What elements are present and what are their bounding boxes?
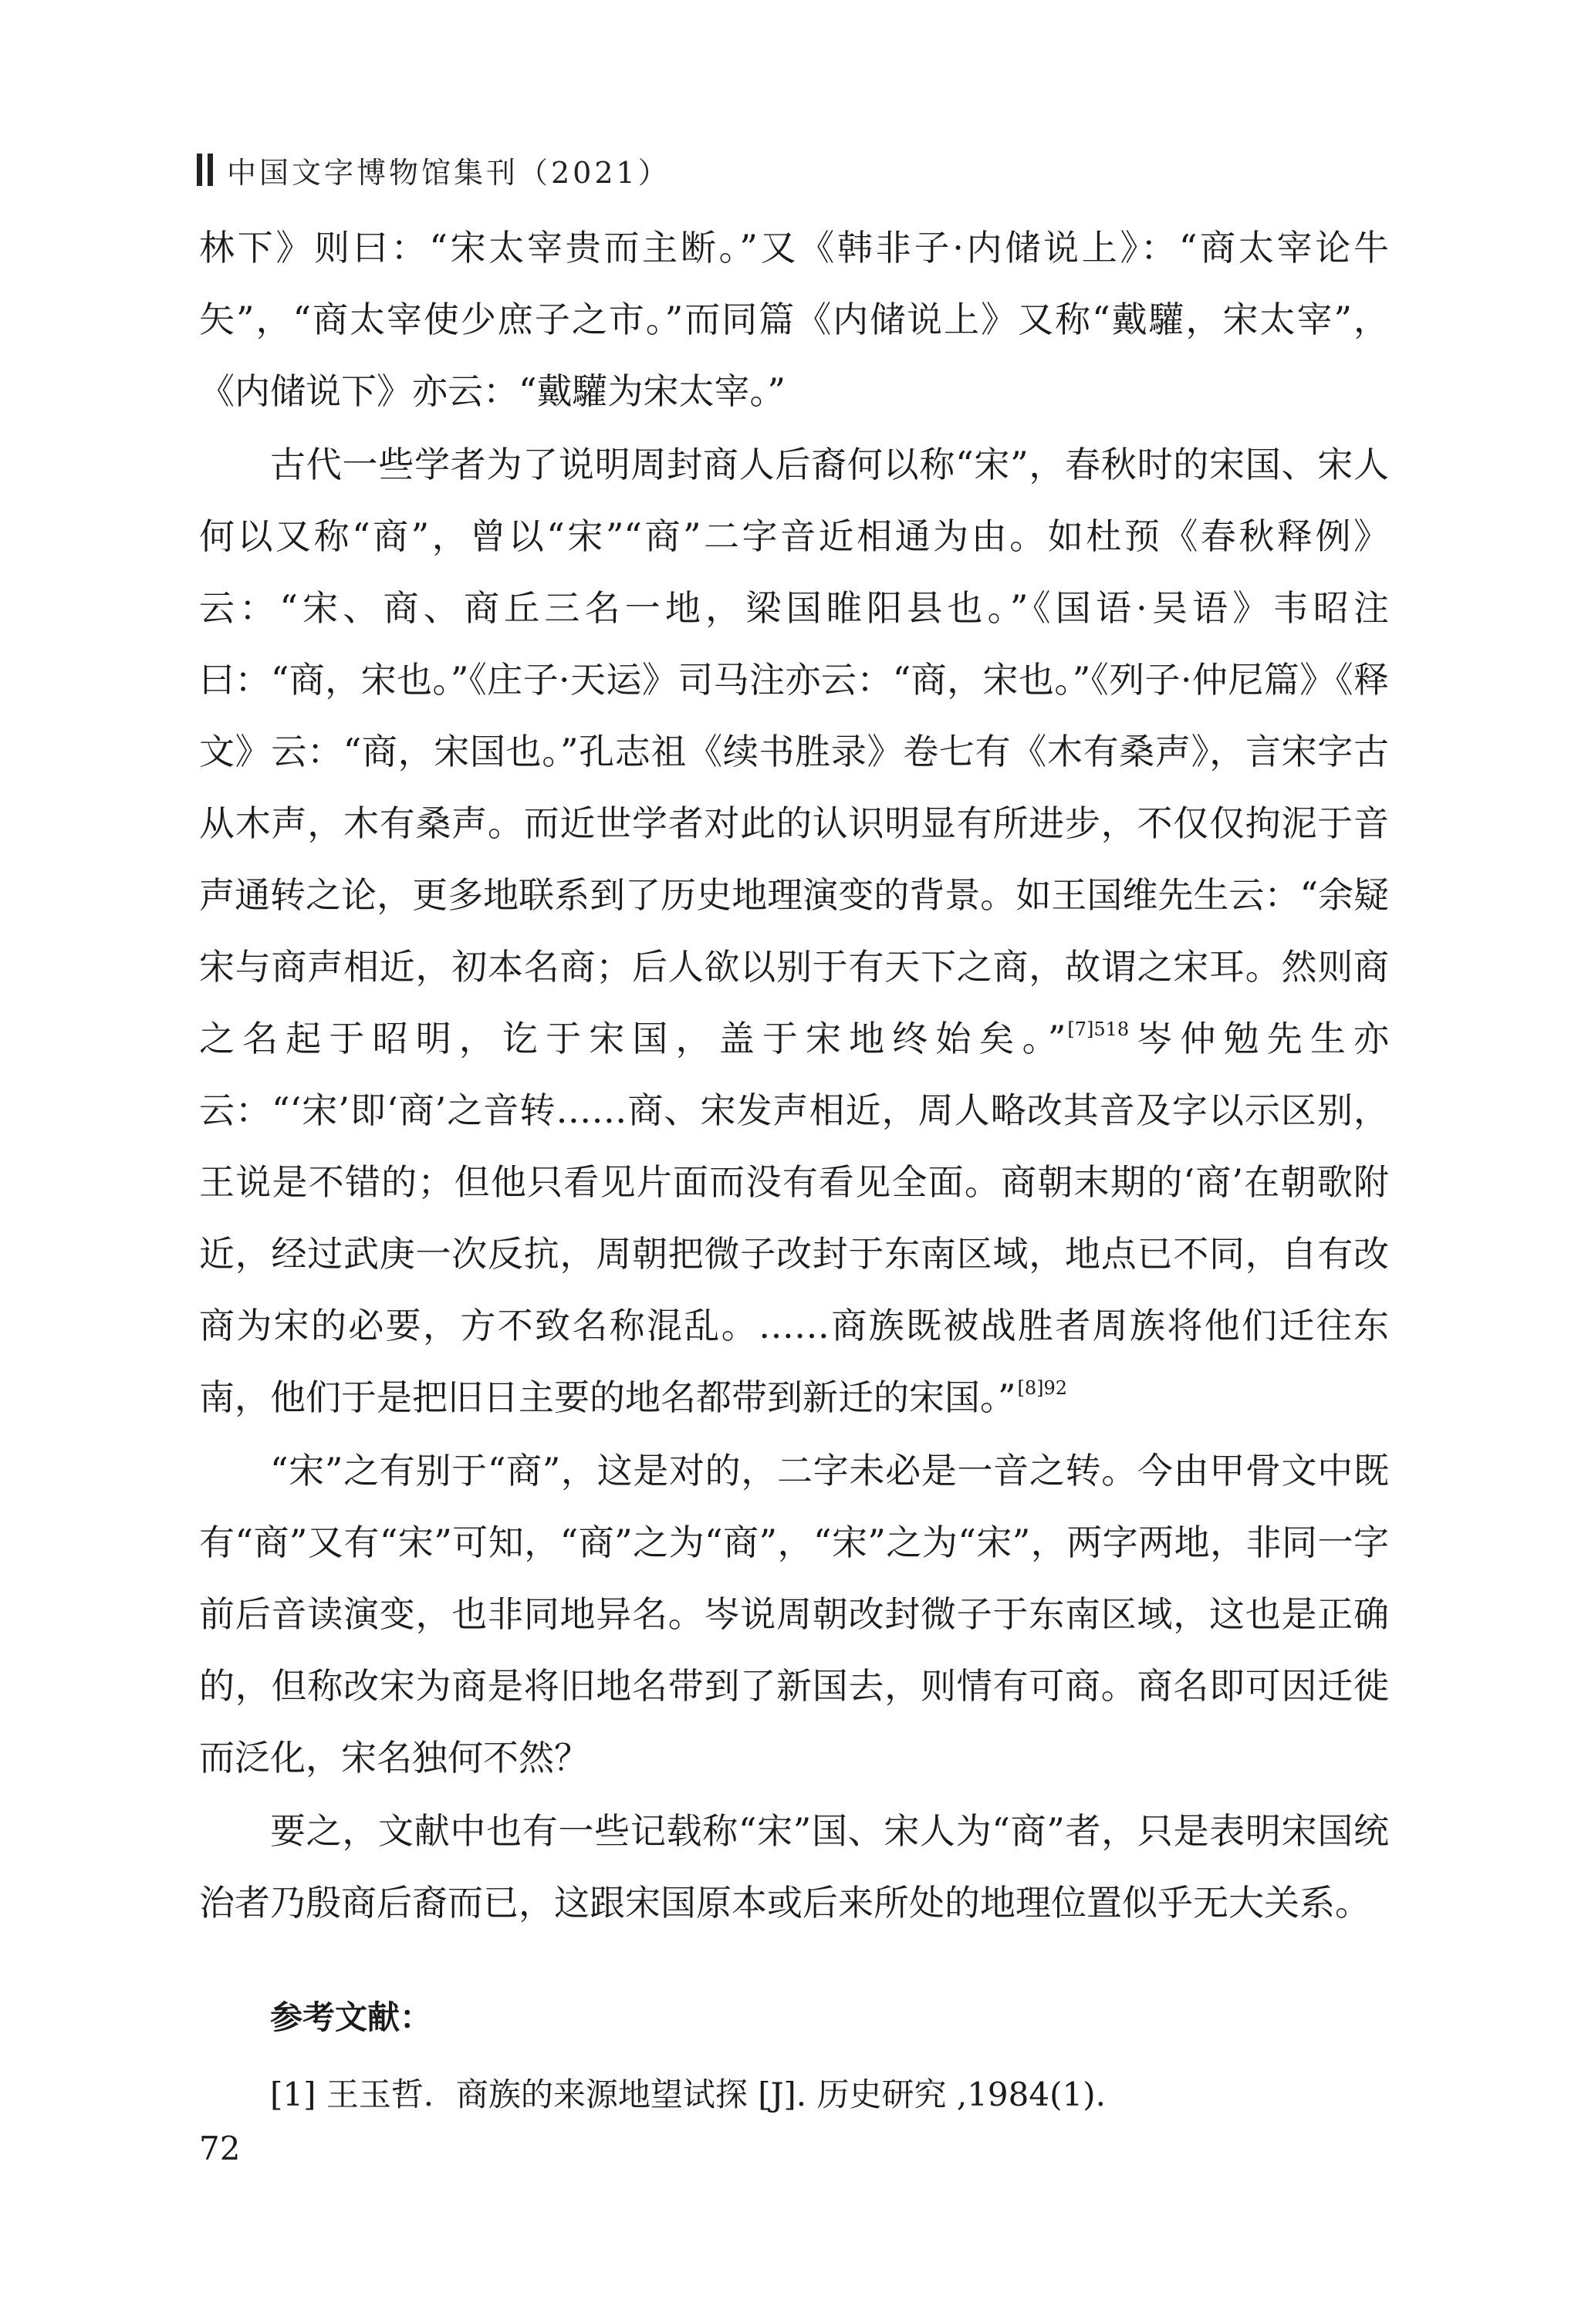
paragraph-2 xyxy=(199,429,1389,1434)
paragraph-4 xyxy=(199,1795,1389,1939)
citation-superscript: [7]518 xyxy=(1067,1018,1130,1040)
references-heading: 参考文献： xyxy=(270,1998,433,2036)
citation-superscript: [8]92 xyxy=(1017,1377,1068,1399)
paragraph-3 xyxy=(199,1435,1389,1794)
references-section xyxy=(270,1995,1389,2118)
reference-item: [1] 王玉哲．商族的来源地望试探 [J]. 历史研究 ,1984(1). xyxy=(270,2076,1106,2113)
running-header xyxy=(197,147,671,193)
header-bars-icon xyxy=(197,154,213,186)
article-body xyxy=(199,212,1389,1939)
paragraph-text: “宋”之有别于“商”，这是对的，二字未必是一音之转。今由甲骨文中既有“商”又有“宋”可知，“商”之为“商”，“宋”之为“宋”，两字两地，非同一字前后音读演变，也非同地异名。岑说周朝改封微子于东南区域，这也是正确的，但称改宋为商是将旧地名带到了新国去，则情有可商。商名即可因迁徙而泛化，宋名独何不然？ xyxy=(199,1450,1389,1778)
paragraph-text: 林下》则曰：“宋太宰贵而主断。”又《韩非子·内储说上》：“商太宰论牛矢”，“商太宰使少庶子之市。”而同篇《内储说上》又称“戴驩，宋太宰”，《内储说下》亦云：“戴驩为宋太宰。” xyxy=(199,227,1389,412)
paragraph-1 xyxy=(199,212,1389,427)
paragraph-text: 古代一些学者为了说明周封商人后裔何以称“宋”，春秋时的宋国、宋人何以又称“商”，曾以“宋”“商”二字音近相通为由。如杜预《春秋释例》云：“宋、商、商丘三名一地，梁国睢阳县也。”《国语·吴语》韦昭注曰：“商，宋也。”《庄子·天运》司马注亦云：“商，宋也。”《列子·仲尼篇》《释文》云：“商，宋国也。”孔志祖《续书胜录》卷七有《木有桑声》，言宋字古从木声，木有桑声。而近世学者对此的认识明显有所进步，不仅仅拘泥于音声通转之论，更多地联系到了历史地理演变的背景。如王国维先生云：“余疑宋与商声相近，初本名商；后人欲以别于有天下之商，故谓之宋耳。然则商之名起于昭明，讫于宋国，盖于宋地终始矣。” xyxy=(199,444,1389,1059)
journal-title: 中国文字博物馆集刊（2021） xyxy=(227,155,671,190)
paragraph-text: 要之，文献中也有一些记载称“宋”国、宋人为“商”者，只是表明宋国统治者乃殷商后裔而已，这跟宋国原本或后来所处的地理位置似乎无大关系。 xyxy=(199,1810,1389,1924)
paragraph-text: 岑仲勉先生亦云：“‘宋’即‘商’之音转……商、宋发声相近，周人略改其音及字以示区别，王说是不错的；但他只看见片面而没有看见全面。商朝末期的‘商’在朝歌附近，经过武庚一次反抗，周朝把微子改封于东南区域，地点已不同，自有改商为宋的必要，方不致名称混乱。……商族既被战胜者周族将他们迁往东南，他们于是把旧日主要的地名都带到新迁的宋国。” xyxy=(199,1018,1389,1418)
page-number: 72 xyxy=(199,2130,241,2167)
